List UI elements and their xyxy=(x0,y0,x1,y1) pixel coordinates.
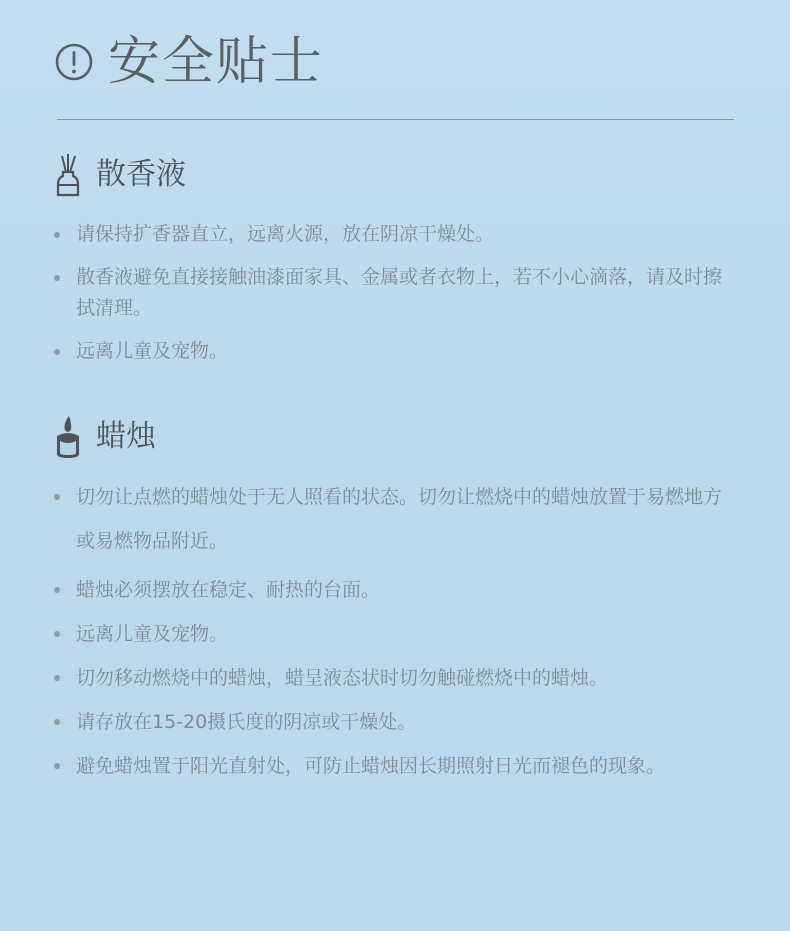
list-item xyxy=(54,219,734,250)
bullet-dot xyxy=(54,719,60,725)
list-item xyxy=(54,749,734,783)
page-header xyxy=(54,30,324,94)
title-divider xyxy=(57,119,734,120)
bullet-dot xyxy=(54,494,60,500)
reed-diffuser-tips-list xyxy=(54,219,734,379)
list-item-text: 蜡烛必须摆放在稳定、耐热的台面。 xyxy=(76,579,381,601)
section-title-candle: 蜡烛 xyxy=(96,419,156,454)
reed-diffuser-icon xyxy=(54,152,82,198)
list-item-text: 请存放在15-20摄氏度的阴凉或干燥处。 xyxy=(76,711,417,733)
bullet-dot xyxy=(54,275,60,281)
exclamation-circle-icon xyxy=(54,42,94,82)
list-item-text: 远离儿童及宠物。 xyxy=(76,623,229,645)
bullet-dot xyxy=(54,675,60,681)
list-item xyxy=(54,705,734,739)
bullet-dot xyxy=(54,232,60,238)
list-item xyxy=(54,262,734,324)
list-item-text: 切勿让点燃的蜡烛处于无人照看的状态。切勿让燃烧中的蜡烛放置于易燃地方或易燃物品附近。 xyxy=(76,486,723,552)
section-header-candle xyxy=(54,414,156,460)
candle-tips-list xyxy=(54,475,734,793)
list-item-text: 避免蜡烛置于阳光直射处，可防止蜡烛因长期照射日光而褪色的现象。 xyxy=(76,755,666,777)
list-item-text: 请保持扩香器直立，远离火源，放在阴凉干燥处。 xyxy=(76,223,495,245)
page-title: 安全贴士 xyxy=(108,32,325,92)
list-item-text: 远离儿童及宠物。 xyxy=(76,340,229,362)
section-header-reed-diffuser xyxy=(54,152,186,198)
bullet-dot xyxy=(54,631,60,637)
bullet-dot xyxy=(54,763,60,769)
candle-icon xyxy=(54,414,82,460)
list-item-text: 散香液避免直接接触油漆面家具、金属或者衣物上，若不小心滴落，请及时擦拭清理。 xyxy=(76,266,723,319)
list-item xyxy=(54,617,734,651)
list-item xyxy=(54,336,734,367)
bullet-dot xyxy=(54,349,60,355)
list-item xyxy=(54,661,734,695)
list-item xyxy=(54,475,734,563)
bullet-dot xyxy=(54,587,60,593)
section-title-reed-diffuser: 散香液 xyxy=(96,157,186,192)
list-item-text: 切勿移动燃烧中的蜡烛，蜡呈液态状时切勿触碰燃烧中的蜡烛。 xyxy=(76,667,609,689)
list-item xyxy=(54,573,734,607)
